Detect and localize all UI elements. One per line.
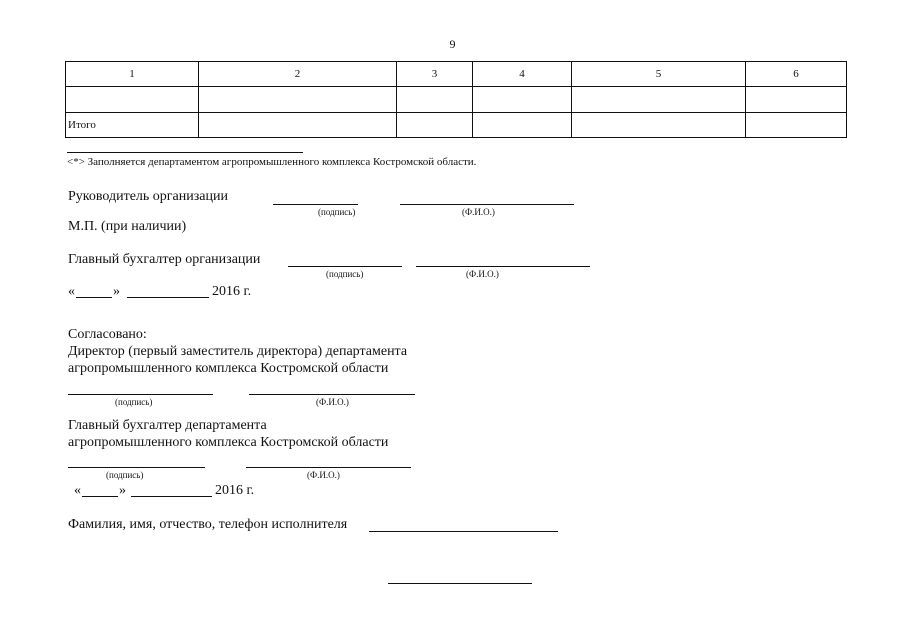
date-year: 2016 г. — [212, 284, 252, 299]
date-close-quote: » — [119, 483, 126, 498]
dept-accountant-signature-line[interactable] — [68, 467, 205, 468]
footnote: <*> Заполняется департаментом агропромышленного комплекса Костромской области. — [67, 156, 477, 168]
table-row — [66, 87, 847, 113]
date-day-line[interactable] — [82, 496, 118, 497]
director-signature-line[interactable] — [68, 394, 213, 395]
column-number: 3 — [397, 62, 473, 87]
footnote-separator — [67, 152, 303, 153]
column-number: 5 — [572, 62, 746, 87]
org-head-label: Руководитель организации — [68, 189, 228, 204]
director-name-line[interactable] — [249, 394, 415, 395]
table-cell — [473, 87, 572, 113]
name-caption: (Ф.И.О.) — [466, 269, 499, 279]
table-cell — [199, 87, 397, 113]
column-number: 2 — [199, 62, 397, 87]
table-cell — [397, 113, 473, 138]
date-year: 2016 г. — [215, 483, 255, 498]
name-caption: (Ф.И.О.) — [316, 397, 349, 407]
page-number: 9 — [449, 37, 456, 51]
org-head-name-line[interactable] — [400, 204, 574, 205]
column-number: 1 — [66, 62, 199, 87]
total-label: Итого — [66, 113, 199, 138]
name-caption: (Ф.И.О.) — [307, 470, 340, 480]
dept-accountant-label-line2: агропромышленного комплекса Костромской области — [68, 435, 389, 450]
signature-caption: (подпись) — [326, 269, 364, 279]
name-caption: (Ф.И.О.) — [462, 207, 495, 217]
table-header-row — [66, 62, 847, 87]
table-cell — [746, 113, 847, 138]
date-month-line[interactable] — [131, 496, 212, 497]
stamp-label: М.П. (при наличии) — [68, 219, 187, 234]
table-cell — [572, 113, 746, 138]
executor-info-line[interactable] — [369, 531, 558, 532]
signature-caption: (подпись) — [115, 397, 153, 407]
org-accountant-signature-line[interactable] — [288, 266, 402, 267]
approval-title: Согласовано: — [68, 327, 147, 342]
dept-accountant-name-line[interactable] — [246, 467, 411, 468]
org-accountant-name-line[interactable] — [416, 266, 590, 267]
executor-label: Фамилия, имя, отчество, телефон исполнителя — [68, 517, 348, 532]
dept-accountant-label-line1: Главный бухгалтер департамента — [68, 418, 267, 433]
director-label-line2: агропромышленного комплекса Костромской области — [68, 361, 389, 376]
date-open-quote: « — [68, 284, 75, 299]
table-cell — [66, 87, 199, 113]
table-cell — [572, 87, 746, 113]
report-table — [65, 61, 847, 138]
table-cell — [397, 87, 473, 113]
org-accountant-label: Главный бухгалтер организации — [68, 252, 261, 267]
column-number: 4 — [473, 62, 572, 87]
signature-caption: (подпись) — [318, 207, 356, 217]
date-month-line[interactable] — [127, 297, 209, 298]
org-head-signature-line[interactable] — [273, 204, 358, 205]
date-open-quote: « — [74, 483, 81, 498]
table-cell — [199, 113, 397, 138]
date-close-quote: » — [113, 284, 120, 299]
column-number: 6 — [746, 62, 847, 87]
table-cell — [746, 87, 847, 113]
table-total-row — [66, 113, 847, 138]
end-separator — [388, 583, 532, 584]
table-cell — [473, 113, 572, 138]
date-day-line[interactable] — [76, 297, 112, 298]
director-label-line1: Директор (первый заместитель директора) департамента — [68, 344, 408, 359]
signature-caption: (подпись) — [106, 470, 144, 480]
